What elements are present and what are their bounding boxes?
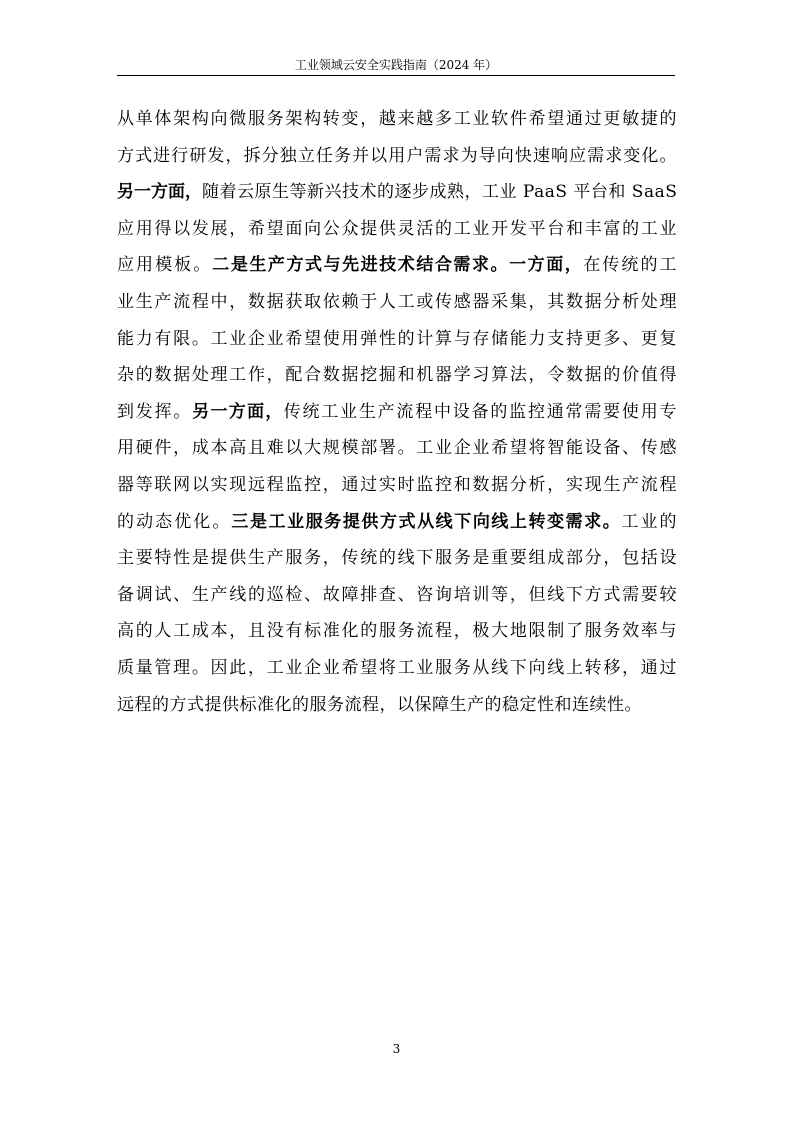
text-line — [117, 540, 677, 577]
text-run: 质量管理。因此，工业企业希望将工业服务从线下向线上转移，通过 — [117, 657, 677, 678]
text-run: 主要特性是提供生产服务，传统的线下服务是重要组成部分，包括设 — [117, 548, 677, 569]
text-line — [117, 101, 677, 138]
text-run: 杂的数据处理工作，配合数据挖掘和机器学习算法，令数据的价值得 — [117, 365, 677, 386]
text-run: 工业的 — [621, 511, 678, 532]
header-title: 工业领域云安全实践指南（2024 年） — [294, 58, 498, 72]
text-line — [117, 430, 677, 467]
text-line — [117, 467, 677, 504]
text-run: 的动态优化。 — [117, 511, 232, 532]
text-run: 应用模板。 — [117, 255, 213, 276]
text-line — [117, 357, 677, 394]
text-run: 能力有限。工业企业希望使用弹性的计算与存储能力支持更多、更复 — [117, 328, 677, 349]
text-run: 业生产流程中，数据获取依赖于人工或传感器采集，其数据分析处理 — [117, 291, 677, 312]
body-text — [117, 101, 677, 723]
text-line — [117, 138, 677, 175]
bold-phrase: 另一方面， — [192, 401, 284, 422]
running-header — [117, 55, 675, 76]
text-line — [117, 284, 677, 321]
text-run: 远程的方式提供标准化的服务流程，以保障生产的稳定性和连续性。 — [117, 694, 642, 715]
text-line — [117, 577, 677, 614]
text-run: 用硬件，成本高且难以大规模部署。工业企业希望将智能设备、传感 — [117, 438, 677, 459]
text-line — [117, 174, 677, 211]
text-run: 在传统的工 — [583, 255, 678, 276]
bold-phrase: 三是工业服务提供方式从线下向线上转变需求。 — [231, 511, 622, 532]
text-run: 器等联网以实现远程监控，通过实时监控和数据分析，实现生产流程 — [117, 474, 677, 495]
bold-phrase: 另一方面， — [117, 182, 202, 203]
text-line — [117, 247, 677, 284]
bold-phrase: 二是生产方式与先进技术结合需求。一方面， — [212, 255, 584, 276]
text-line — [117, 394, 677, 431]
text-line — [117, 687, 677, 724]
text-run: 从单体架构向微服务架构转变，越来越多工业软件希望通过更敏捷的 — [117, 109, 677, 129]
text-run: 应用得以发展，希望面向公众提供灵活的工业开发平台和丰富的工业 — [117, 218, 677, 239]
text-run: 高的人工成本，且没有标准化的服务流程，极大地限制了服务效率与 — [117, 621, 677, 642]
page-number: 3 — [392, 1042, 401, 1056]
text-line — [117, 321, 677, 358]
text-run: 方式进行研发，拆分独立任务并以用户需求为导向快速响应需求变化。 — [117, 145, 677, 166]
text-run: 传统工业生产流程中设备的监控通常需要使用专 — [283, 401, 678, 422]
text-line — [117, 613, 677, 650]
text-run: 到发挥。 — [117, 401, 193, 422]
text-line — [117, 504, 677, 541]
text-line — [117, 211, 677, 248]
text-run: 备调试、生产线的巡检、故障排查、咨询培训等，但线下方式需要较 — [117, 584, 677, 605]
text-line — [117, 650, 677, 687]
text-run: 随着云原生等新兴技术的逐步成熟，工业 PaaS 平台和 SaaS — [202, 182, 678, 203]
